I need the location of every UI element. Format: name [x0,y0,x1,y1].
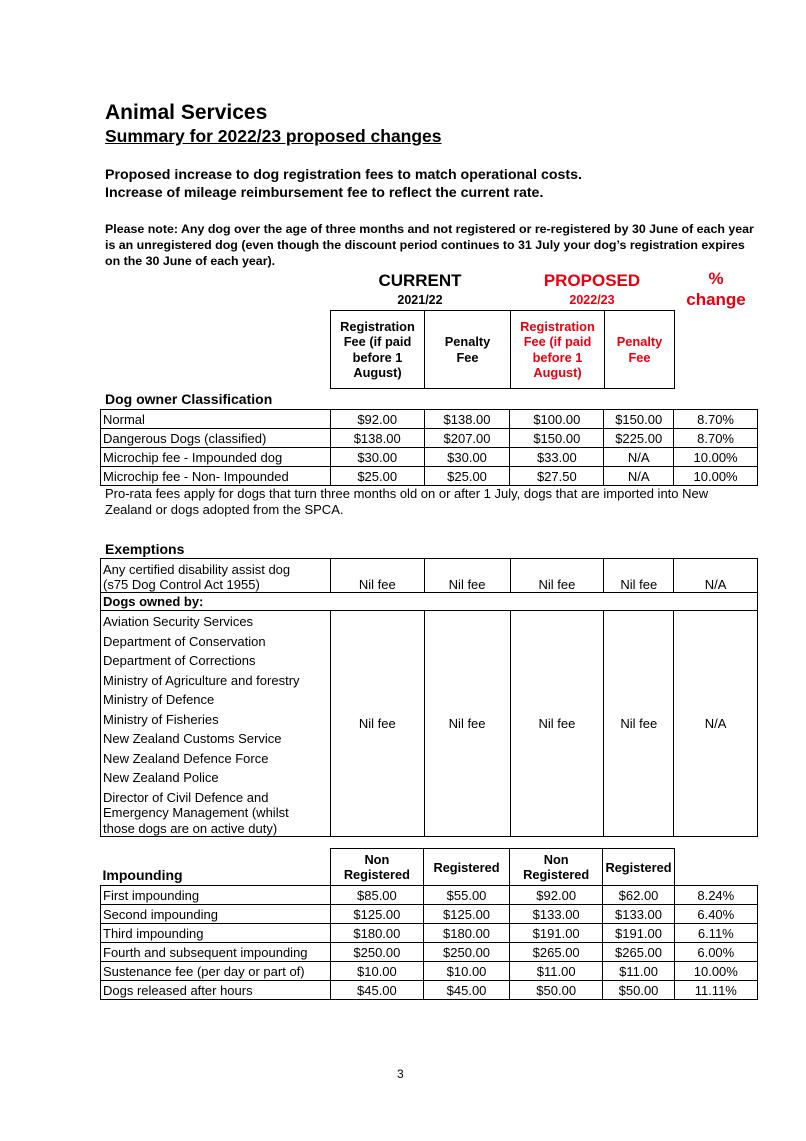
imp-cell: $191.00 [509,924,603,943]
class-cell: $33.00 [510,448,604,467]
imp-cell: $191.00 [603,924,674,943]
class-cell: $25.00 [424,467,510,486]
imp-cell: $50.00 [603,981,674,1000]
class-cell: $25.00 [330,467,424,486]
class-cell: $30.00 [424,448,510,467]
page-number: 3 [397,1067,404,1081]
class-cell: 8.70% [674,410,758,429]
class-cell: $92.00 [330,410,424,429]
class-cell: $100.00 [510,410,604,429]
assist-dog-row [101,559,758,593]
pct-symbol: % [708,269,724,288]
class-row [101,448,758,467]
imp-label: Sustenance fee (per day or part of) [101,962,331,981]
class-cell: $138.00 [330,429,424,448]
owners-proposed-reg: Nil fee [510,611,604,837]
imp-cell: $125.00 [330,905,424,924]
imp-cell: $11.00 [603,962,674,981]
impounding-table [100,848,758,1000]
imp-row [101,886,758,905]
imp-cell: $85.00 [330,886,424,905]
owners-row [101,611,758,837]
class-cell: N/A [604,448,674,467]
impounding-heading: Impounding [102,867,183,883]
assist-current-reg: Nil fee [330,559,424,593]
imp-cell: $11.00 [509,962,603,981]
imp-cell: $133.00 [603,905,674,924]
class-label: Normal [101,410,331,429]
owners-current-reg: Nil fee [330,611,424,837]
imp-cell: $10.00 [330,962,424,981]
imp-cell: $45.00 [424,981,510,1000]
imp-row [101,905,758,924]
imp-label: Third impounding [101,924,331,943]
imp-cell: 6.00% [674,943,757,962]
class-row [101,429,758,448]
imp-cell: $180.00 [330,924,424,943]
intro-line-1: Proposed increase to dog registration fees to match operational costs. [105,167,582,183]
class-cell: 10.00% [674,448,758,467]
owner-item: New Zealand Defence Force [103,750,269,766]
imp-cell: $265.00 [603,943,674,962]
owner-item: Aviation Security Services [103,614,254,629]
imp-cell: $133.00 [509,905,603,924]
imp-label: Fourth and subsequent impounding [101,943,331,962]
classification-heading: Dog owner Classification [105,391,273,407]
owner-item: Ministry of Fisheries [103,711,219,727]
imp-label: Dogs released after hours [101,981,331,1000]
imp-cell: $250.00 [424,943,510,962]
imp-cell: $62.00 [603,886,674,905]
imp-cell: 6.11% [674,924,757,943]
current-heading: CURRENT [378,271,462,290]
owner-item: Emergency Management (whilst [103,805,289,820]
page-title: Animal Services [105,101,268,124]
imp-cell: $45.00 [330,981,424,1000]
pro-rata-note: Pro-rata fees apply for dogs that turn three months old on or after 1 July, dogs that are imported into New Zealand or dogs adopted from the SPCA. [105,486,709,517]
classification-table [100,409,758,486]
imp-cell: $265.00 [509,943,603,962]
assist-dog-label: Any certified disability assist dog (s75 Dog Control Act 1955) [101,559,331,593]
imp-proposed-registered-header: Registered [603,849,674,886]
imp-cell: 8.24% [674,886,757,905]
current-penalty-header: Penalty Fee [424,310,511,389]
class-cell: $27.50 [510,467,604,486]
proposed-year: 2022/23 [569,293,615,307]
class-cell: $30.00 [330,448,424,467]
class-label: Microchip fee - Impounded dog [101,448,331,467]
owner-item: New Zealand Police [103,770,219,785]
class-cell: 10.00% [674,467,758,486]
imp-cell: $250.00 [330,943,424,962]
imp-cell: $180.00 [424,924,510,943]
imp-label: Second impounding [101,905,331,924]
intro-line-2: Increase of mileage reimbursement fee to reflect the current rate. [105,185,544,201]
pct-word: change [686,290,746,309]
assist-proposed-reg: Nil fee [510,559,604,593]
owned-by-label: Dogs owned by: [101,593,758,611]
current-reg-fee-header: Registration Fee (if paid before 1 August) [330,310,425,389]
imp-cell: 11.11% [674,981,757,1000]
owner-item: Department of Conservation [103,633,266,649]
owner-item: Ministry of Agriculture and forestry [103,672,300,688]
exemptions-heading: Exemptions [105,541,185,557]
imp-proposed-non-registered-header: Non Registered [509,849,603,886]
imp-cell: 6.40% [674,905,757,924]
imp-cell: $92.00 [509,886,603,905]
class-cell: $225.00 [604,429,674,448]
class-row [101,467,758,486]
class-label: Dangerous Dogs (classified) [101,429,331,448]
class-label: Microchip fee - Non- Impounded [101,467,331,486]
page-subtitle: Summary for 2022/23 proposed changes [105,126,442,146]
imp-label: First impounding [101,886,331,905]
imp-cell: $125.00 [424,905,510,924]
imp-row [101,943,758,962]
proposed-heading: PROPOSED [543,271,641,290]
owners-proposed-penalty: Nil fee [604,611,674,837]
owner-item: those dogs are on active duty) [103,820,278,836]
assist-proposed-penalty: Nil fee [604,559,674,593]
imp-cell: $10.00 [424,962,510,981]
imp-cell: $55.00 [424,886,510,905]
assist-current-penalty: Nil fee [424,559,510,593]
owned-by-row [101,593,758,611]
imp-current-non-registered-header: Non Registered [330,849,424,886]
owner-item: Department of Corrections [103,653,256,668]
exemptions-table [100,558,758,837]
imp-row [101,924,758,943]
class-cell: $207.00 [424,429,510,448]
imp-cell: 10.00% [674,962,757,981]
class-cell: $138.00 [424,410,510,429]
owners-list [101,611,331,837]
assist-pct: N/A [674,559,758,593]
proposed-penalty-header: Penalty Fee [604,310,675,389]
class-cell: $150.00 [604,410,674,429]
class-cell: $150.00 [510,429,604,448]
intro-text [105,166,582,202]
registration-note: Please note: Any dog over the age of three months and not registered or re-registered by 30 June of each year is an unregistered dog (even though the discount period continues to 31 July your dog’s registration expires on the 30 June of each year). [105,222,754,268]
owner-item: Director of Civil Defence and [103,789,269,805]
imp-row [101,981,758,1000]
class-cell: 8.70% [674,429,758,448]
imp-cell: $50.00 [509,981,603,1000]
imp-row [101,962,758,981]
impounding-header-row [101,849,758,886]
imp-current-registered-header: Registered [424,849,510,886]
owner-item: Ministry of Defence [103,692,215,707]
owners-current-penalty: Nil fee [424,611,510,837]
owners-pct: N/A [674,611,758,837]
class-row [101,410,758,429]
current-year: 2021/22 [397,293,443,307]
owner-item: New Zealand Customs Service [103,731,282,746]
class-cell: N/A [604,467,674,486]
proposed-reg-fee-header: Registration Fee (if paid before 1 August) [510,310,605,389]
